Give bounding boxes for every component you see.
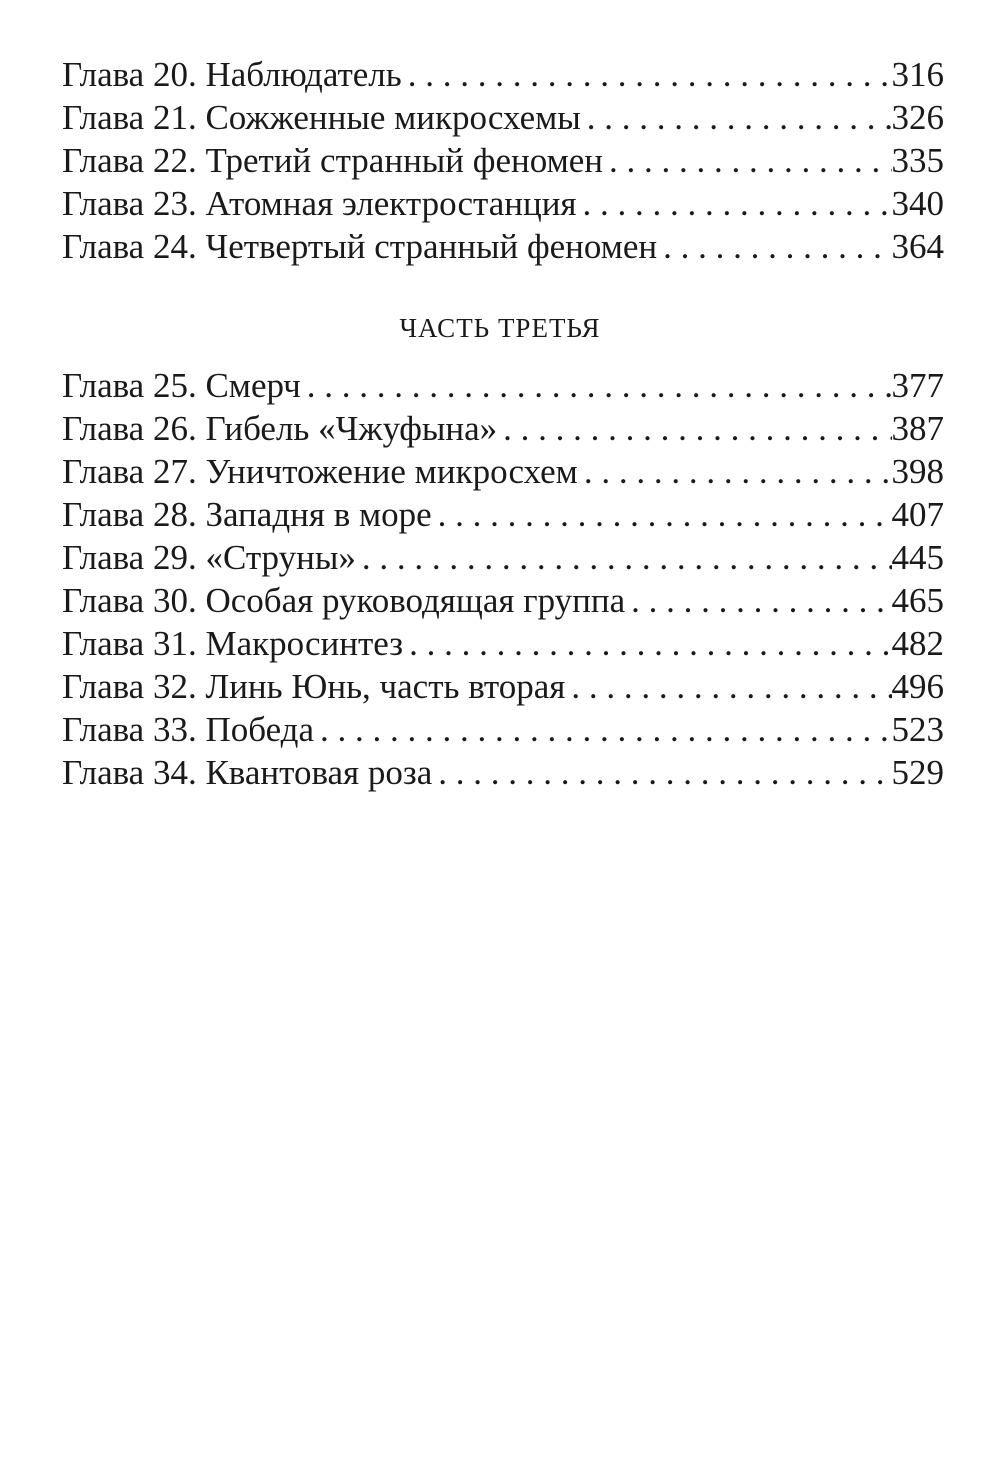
chapter-label: Глава 20.: [62, 55, 197, 94]
chapter-title: Квантовая роза: [205, 753, 433, 792]
part-heading: ЧАСТЬ ТРЕТЬЯ: [399, 313, 601, 343]
toc-entry-chapter-25[interactable]: [62, 364, 944, 407]
dot-leader: [565, 665, 891, 708]
dot-leader: [301, 364, 892, 407]
dot-leader: [577, 182, 892, 225]
dot-leader: [403, 622, 891, 665]
toc-entry-title-wrap: [62, 450, 578, 493]
dot-leader: [356, 536, 892, 579]
toc-entry-title-wrap: [62, 182, 577, 225]
page-number: 482: [891, 624, 944, 663]
dot-leader: [603, 139, 892, 182]
toc-entry-title-wrap: [62, 225, 657, 268]
dot-leader: [625, 579, 891, 622]
dot-leader: [432, 751, 891, 794]
toc-entry-chapter-28[interactable]: [62, 493, 944, 536]
chapter-label: Глава 23.: [62, 184, 197, 223]
dot-leader: [578, 450, 892, 493]
chapter-title: Сожженные микросхемы: [205, 98, 581, 137]
toc-entry-title-wrap: [62, 96, 581, 139]
chapter-title: Западня в море: [205, 495, 432, 534]
chapter-title: Третий странный феномен: [205, 141, 603, 180]
toc-entry-chapter-34[interactable]: [62, 751, 944, 794]
page-number: 335: [891, 141, 944, 180]
dot-leader: [314, 708, 892, 751]
toc-entry-chapter-30[interactable]: [62, 579, 944, 622]
chapter-label: Глава 25.: [62, 366, 197, 405]
page-number: 445: [891, 538, 944, 577]
chapter-label: Глава 29.: [62, 538, 197, 577]
page-number: 340: [891, 184, 944, 223]
page-number: 496: [891, 667, 944, 706]
toc-entry-title-wrap: [62, 665, 565, 708]
toc-list-part-three: [62, 364, 944, 794]
page-number: 326: [891, 98, 944, 137]
chapter-title: Четвертый странный феномен: [205, 227, 658, 266]
toc-entry-title-wrap: [62, 708, 314, 751]
chapter-label: Глава 28.: [62, 495, 197, 534]
chapter-title: Смерч: [205, 366, 301, 405]
chapter-label: Глава 30.: [62, 581, 197, 620]
toc-entry-title-wrap: [62, 751, 432, 794]
toc-entry-title-wrap: [62, 139, 603, 182]
chapter-title: Гибель «Чжуфына»: [205, 409, 498, 448]
toc-list-part-two-tail: [62, 53, 944, 268]
page-number: 407: [891, 495, 944, 534]
page-number: 465: [891, 581, 944, 620]
chapter-title: Победа: [205, 710, 314, 749]
chapter-title: Макросинтез: [205, 624, 404, 663]
chapter-label: Глава 27.: [62, 452, 197, 491]
toc-entry-chapter-31[interactable]: [62, 622, 944, 665]
toc-entry-title-wrap: [62, 536, 356, 579]
chapter-title: Наблюдатель: [205, 55, 402, 94]
toc-entry-chapter-22[interactable]: [62, 139, 944, 182]
toc-entry-chapter-32[interactable]: [62, 665, 944, 708]
chapter-label: Глава 34.: [62, 753, 197, 792]
chapter-label: Глава 24.: [62, 227, 197, 266]
page-number: 387: [891, 409, 944, 448]
toc-entry-chapter-23[interactable]: [62, 182, 944, 225]
page-number: 316: [891, 55, 944, 94]
chapter-title: Особая руководящая группа: [205, 581, 626, 620]
chapter-label: Глава 33.: [62, 710, 197, 749]
toc-entry-chapter-24[interactable]: [62, 225, 944, 268]
chapter-label: Глава 26.: [62, 409, 197, 448]
chapter-label: Глава 21.: [62, 98, 197, 137]
dot-leader: [402, 53, 892, 96]
toc-entry-chapter-33[interactable]: [62, 708, 944, 751]
dot-leader: [497, 407, 891, 450]
chapter-title: «Струны»: [205, 538, 356, 577]
chapter-label: Глава 32.: [62, 667, 197, 706]
dot-leader: [432, 493, 892, 536]
toc-entry-chapter-27[interactable]: [62, 450, 944, 493]
chapter-label: Глава 22.: [62, 141, 197, 180]
chapter-label: Глава 31.: [62, 624, 197, 663]
toc-entry-title-wrap: [62, 364, 301, 407]
toc-entry-title-wrap: [62, 622, 403, 665]
page-number: 523: [891, 710, 944, 749]
chapter-title: Уничтожение микросхем: [205, 452, 578, 491]
page-number: 377: [891, 366, 944, 405]
page-number: 398: [891, 452, 944, 491]
toc-entry-title-wrap: [62, 407, 497, 450]
chapter-title: Атомная электростанция: [205, 184, 577, 223]
toc-entry-chapter-26[interactable]: [62, 407, 944, 450]
toc-entry-chapter-20[interactable]: [62, 53, 944, 96]
chapter-title: Линь Юнь, часть вторая: [205, 667, 566, 706]
toc-entry-title-wrap: [62, 493, 432, 536]
toc-entry-title-wrap: [62, 53, 402, 96]
toc-entry-chapter-21[interactable]: [62, 96, 944, 139]
toc-entry-chapter-29[interactable]: [62, 536, 944, 579]
page-number: 529: [891, 753, 944, 792]
dot-leader: [657, 225, 891, 268]
page-number: 364: [891, 227, 944, 266]
dot-leader: [581, 96, 892, 139]
toc-entry-title-wrap: [62, 579, 625, 622]
